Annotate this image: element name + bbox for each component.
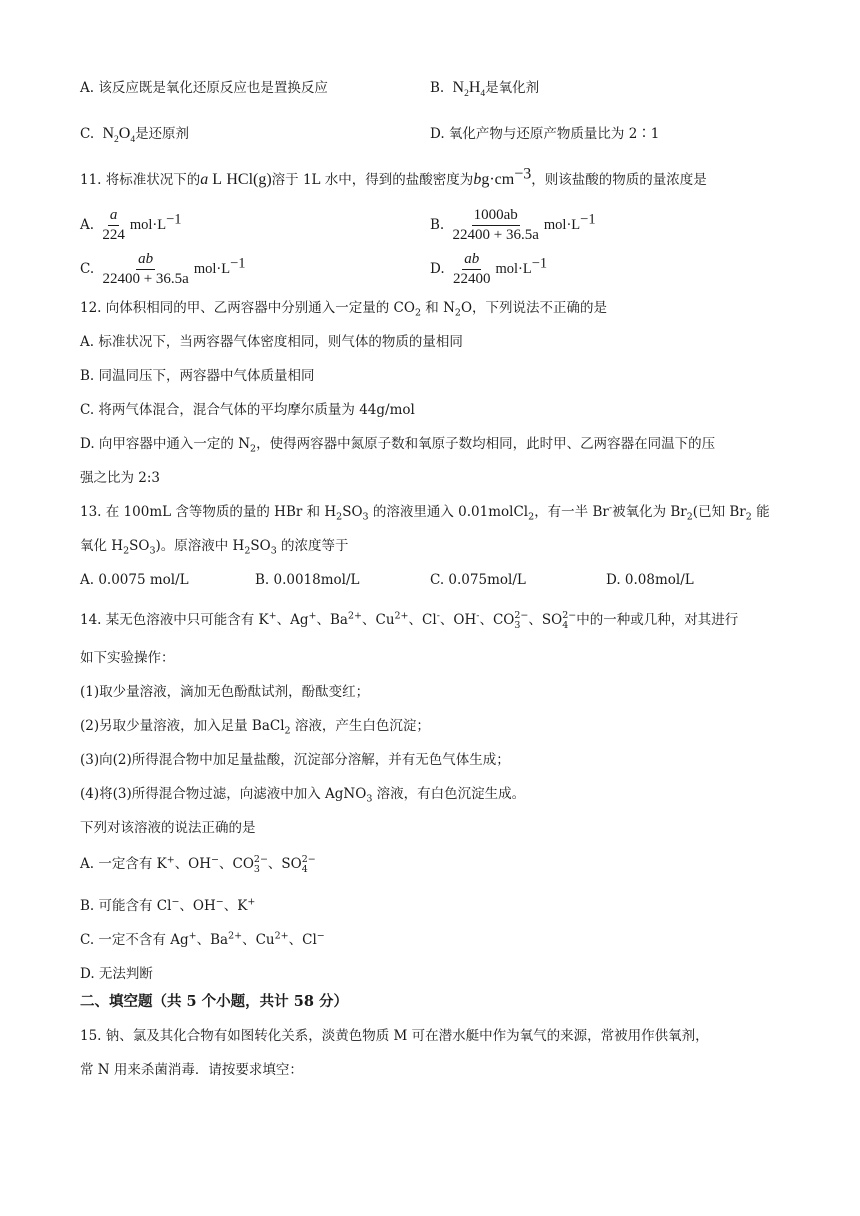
q14-option-c: C. 一定不含有 Ag+、$Ba^{2+}$、$Cu^{2+}$、Cl− [80,930,325,948]
q10-option-b: B. $N_2H_4$是氧化剂 [430,79,540,100]
q11-option-c: C. $\frac{ab}{22400 + 36.5a}$ $mol\cdot L^{-1}$ [80,251,246,287]
q14-option-b: B. 可能含有 Cl−、OH−、K+ [80,896,256,914]
q14-stem-line2: 如下实验操作： [80,650,175,666]
section-heading: 二、填空题（共 5 个小题，共计 58 分） [80,993,348,1010]
q13-option-c: C. 0.075mol/L [430,572,526,588]
q12-option-d: D. 向甲容器中通入一定的 $N_2$，使得两容器中氮原子数和氧原子数均相同，此时甲、乙两容器在同温下的压 [80,436,716,455]
q11-option-d: D. $\frac{ab}{22400}$ $mol\cdot L^{-1}$ [430,251,548,287]
q12-option-c: C. 将两气体混合，混合气体的平均摩尔质量为 44g/mol [80,402,415,418]
q14-option-a: A. 一定含有 K+、OH−、CO 2− 3 、SO 2− 4 [80,853,316,875]
q13-option-b: B. 0.0018mol/L [255,572,360,588]
fraction: $\frac{1000ab}{22400 + 36.5a}$ [452,207,539,243]
q12-option-b: B. 同温同压下，两容器中气体质量相同 [80,368,315,384]
q14-stem-line1: 14. 某无色溶液中只可能含有 K+、Ag+、$Ba^{2+}$、$Cu^{2+}$、Cl-、OH-、CO 2− 3 、SO 2− 4 中的一种或几种，对其进行 [80,609,739,631]
q11-stem: 11. 将标准状况下的a L HCl(g)溶于 1L 水中，得到的盐酸密度为$bg\cdot cm^{-3}$，则该盐酸的物质的量浓度是 [80,165,707,188]
q13-option-d: D. 0.08mol/L [606,572,694,588]
q13-option-a: A. 0.0075 mol/L [80,572,189,588]
q13-stem-line1: 13. 在 100mL 含等物质的量的 HBr 和 $H_2SO_3$ 的溶液里通入 0.01molCl$_2$，有一半 Br-被氧化为 $Br_2$(已知 $Br_2$ 能 [80,502,770,523]
fraction: $\frac{a}{224}$ [102,207,125,243]
q15-stem-line2: 常 N 用来杀菌消毒．请按要求填空： [80,1062,303,1078]
q14-step-2: (2)另取少量溶液，加入足量 BaCl$_2$ 溶液，产生白色沉淀； [80,718,430,737]
q12-option-a: A. 标准状况下，当两容器气体密度相同，则气体的物质的量相同 [80,334,463,350]
q12-stem: 12. 向体积相同的甲、乙两容器中分别通入一定量的 $CO_2$ 和 $N_2O$，下列说法不正确的是 [80,300,608,319]
q14-ask: 下列对该溶液的说法正确的是 [80,820,256,836]
q14-option-d: D. 无法判断 [80,966,153,982]
q10-option-a: A. 该反应既是氧化还原反应也是置换反应 [80,80,328,96]
q14-step-3: (3)向(2)所得混合物中加足量盐酸，沉淀部分溶解，并有无色气体生成； [80,752,510,768]
q12-option-d-cont: 强之比为 2:3 [80,470,161,486]
q11-option-a: A. $\frac{a}{224}$ $mol\cdot L^{-1}$ [80,207,182,243]
fraction: $\frac{ab}{22400}$ [452,251,491,287]
q13-stem-line2: 氧化 $H_2SO_3$)。原溶液中 $H_2SO_3$ 的浓度等于 [80,538,349,557]
q10-option-d: D. 氧化产物与还原产物质量比为 2∶1 [430,126,660,142]
q14-step-4: (4)将(3)所得混合物过滤，向滤液中加入 AgNO$_3$ 溶液，有白色沉淀生成。 [80,786,526,805]
q15-stem-line1: 15. 钠、氯及其化合物有如图转化关系，淡黄色物质 M 可在潜水艇中作为氧气的来源，常被用作供氧剂， [80,1028,709,1044]
q14-step-1: (1)取少量溶液，滴加无色酚酞试剂，酚酞变红； [80,684,370,700]
fraction: $\frac{ab}{22400 + 36.5a}$ [102,251,189,287]
q11-option-b: B. $\frac{1000ab}{22400 + 36.5a}$ $mol\cdot L^{-1}$ [430,207,596,243]
q10-option-c: C. $N_2O_4$是还原剂 [80,125,190,146]
